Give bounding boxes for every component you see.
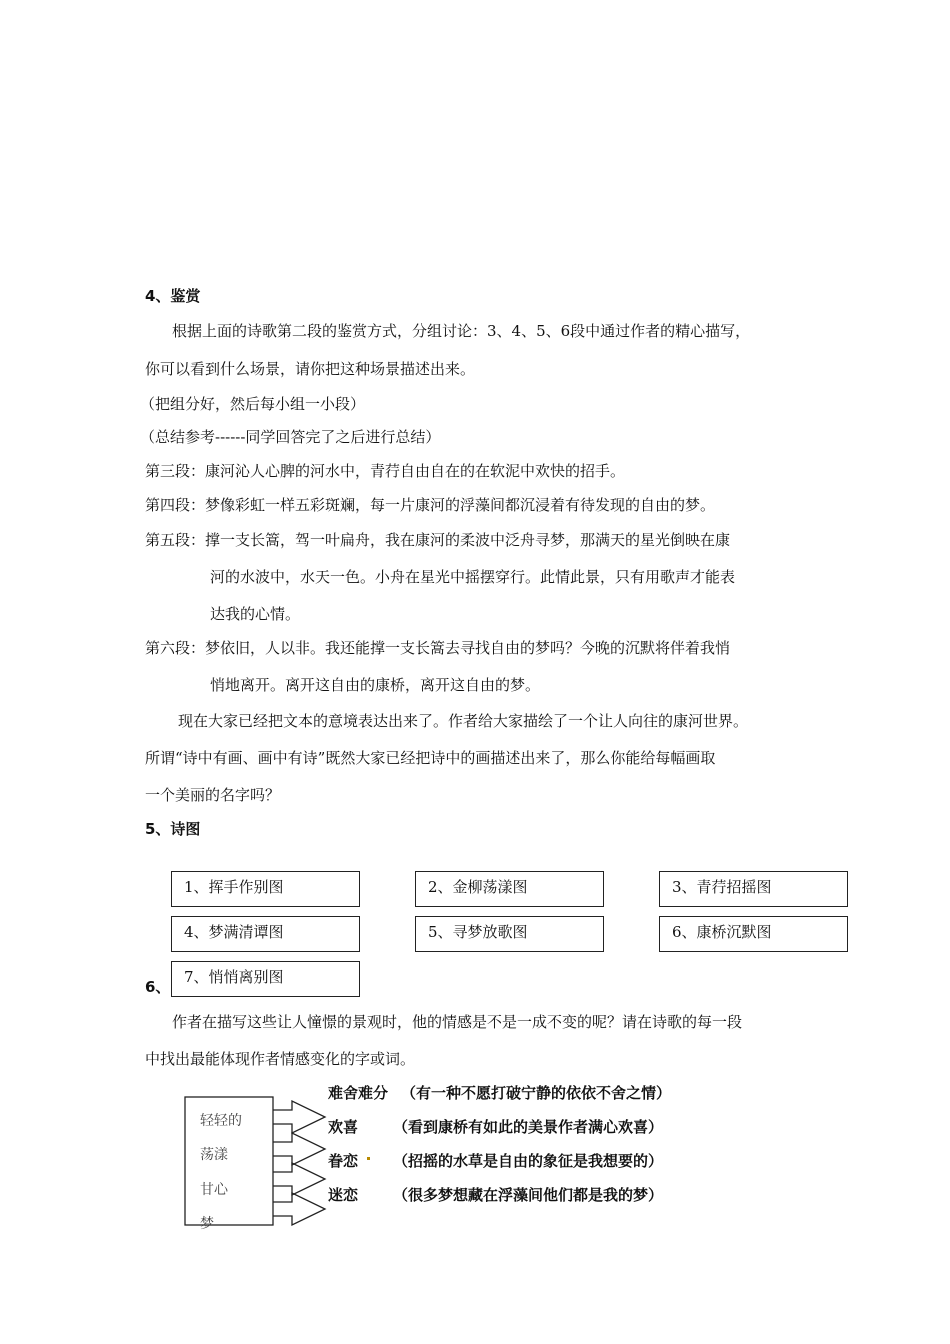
emotion-word-3: 眷恋 [328, 1152, 359, 1170]
emotion-word-1: 难舍难分 [328, 1084, 389, 1102]
section5-heading: 5、诗图 [145, 820, 201, 838]
note-1: （把组分好，然后每小组一小段） [140, 395, 366, 413]
keyword-2: 荡漾 [200, 1147, 228, 1163]
paragraph-5-line-1: 第五段：撑一支长篙，驾一叶扁舟，我在康河的柔波中泛舟寻梦，那满天的星光倒映在康 [145, 531, 731, 549]
note-2: （总结参考------同学回答完了之后进行总结） [140, 428, 441, 446]
section6-heading: 6、 [145, 978, 171, 996]
summary-line-1: 现在大家已经把文本的意境表达出来了。作者给大家描绘了一个让人向往的康河世界。 [178, 712, 749, 730]
emotion-word-2: 欢喜 [328, 1118, 359, 1136]
keyword-4: 梦 [200, 1216, 214, 1232]
poem-picture-box-6: 6、康桥沉默图 [659, 916, 848, 952]
summary-line-3: 一个美丽的名字吗？ [145, 786, 281, 804]
poem-picture-box-3: 3、青荇招摇图 [659, 871, 848, 907]
summary-line-2: 所谓“诗中有画、画中有诗”既然大家已经把诗中的画描述出来了，那么你能给每幅画取 [145, 749, 716, 767]
poem-picture-box-2: 2、金柳荡漾图 [415, 871, 604, 907]
arrow-1 [273, 1101, 325, 1133]
emotion-desc-1: （有一种不愿打破宁静的依依不舍之情） [401, 1084, 672, 1102]
paragraph-5-line-2: 河的水波中，水天一色。小舟在星光中摇摆穿行。此情此景，只有用歌声才能表 [210, 568, 736, 586]
emotion-desc-2: （看到康桥有如此的美景作者满心欢喜） [393, 1118, 664, 1136]
poem-picture-box-1: 1、挥手作别图 [171, 871, 360, 907]
emotion-word-4: 迷恋 [328, 1186, 359, 1204]
emotion-desc-3: （招摇的水草是自由的象征是我想要的） [393, 1152, 664, 1170]
paragraph-5-line-3: 达我的心情。 [210, 605, 301, 623]
intro-line-2: 你可以看到什么场景，请你把这种场景描述出来。 [145, 360, 476, 378]
keyword-1: 轻轻的 [200, 1113, 242, 1129]
keyword-3: 甘心 [200, 1182, 228, 1198]
paragraph-4: 第四段：梦像彩虹一样五彩斑斓，每一片康河的浮藻间都沉浸着有待发现的自由的梦。 [145, 496, 716, 514]
arrow-4 [273, 1193, 325, 1225]
poem-picture-box-7: 7、悄悄离别图 [171, 961, 360, 997]
question-line-2: 中找出最能体现作者情感变化的字或词。 [145, 1050, 416, 1068]
arrow-2 [273, 1133, 325, 1165]
stray-dot-mark [367, 1157, 370, 1160]
paragraph-6-line-1: 第六段：梦依旧，人以非。我还能撑一支长篙去寻找自由的梦吗？今晚的沉默将伴着我悄 [145, 639, 731, 657]
arrow-3 [273, 1163, 325, 1195]
intro-line-1: 根据上面的诗歌第二段的鉴赏方式，分组讨论：3、4、5、6段中通过作者的精心描写， [172, 322, 751, 340]
paragraph-6-line-2: 悄地离开。离开这自由的康桥，离开这自由的梦。 [210, 676, 541, 694]
poem-picture-box-5: 5、寻梦放歌图 [415, 916, 604, 952]
question-line-1: 作者在描写这些让人憧憬的景观时，他的情感是不是一成不变的呢？请在诗歌的每一段 [172, 1013, 743, 1031]
poem-picture-box-4: 4、梦满清谭图 [171, 916, 360, 952]
emotion-desc-4: （很多梦想藏在浮藻间他们都是我的梦） [393, 1186, 664, 1204]
paragraph-3: 第三段：康河沁人心脾的河水中，青荇自由自在的在软泥中欢快的招手。 [145, 462, 626, 480]
section4-heading: 4、鉴赏 [145, 287, 201, 305]
